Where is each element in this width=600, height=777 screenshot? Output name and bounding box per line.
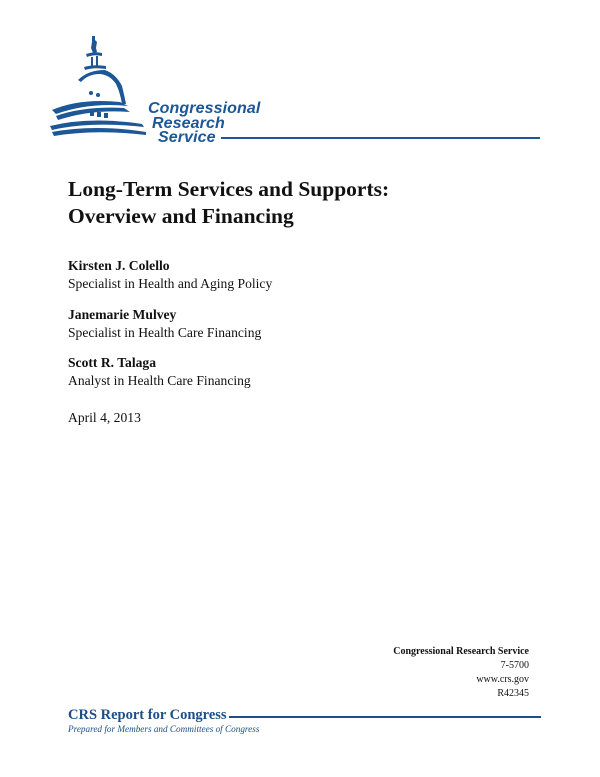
author-role: Specialist in Health Care Financing <box>68 325 262 340</box>
author-role: Specialist in Health and Aging Policy <box>68 276 273 291</box>
author-block <box>68 354 251 390</box>
logo-text-research: Research <box>152 115 225 132</box>
series-subtitle: Prepared for Members and Committees of Congress <box>68 724 260 734</box>
author-name: Scott R. Talaga <box>68 355 156 370</box>
author-role: Analyst in Health Care Financing <box>68 373 251 388</box>
footer-rule <box>229 716 541 718</box>
author-name: Janemarie Mulvey <box>68 307 177 322</box>
title-line-2: Overview and Financing <box>68 204 294 228</box>
author-block <box>68 306 261 342</box>
document-title <box>68 176 389 230</box>
header-rule <box>221 137 540 139</box>
footer-phone-code: 7-5700 <box>500 660 529 671</box>
footer-website: www.crs.gov <box>476 674 529 685</box>
capitol-dome-icon <box>50 34 150 144</box>
footer-info <box>393 645 529 701</box>
series-title: CRS Report for Congress <box>68 707 227 723</box>
logo-text-congressional: Congressional <box>148 100 261 117</box>
title-line-1: Long-Term Services and Supports: <box>68 177 390 201</box>
author-name: Kirsten J. Colello <box>68 258 170 273</box>
author-block <box>68 257 272 293</box>
logo-text-service: Service <box>158 129 216 146</box>
footer-report-number: R42345 <box>497 688 529 699</box>
footer-organization: Congressional Research Service <box>393 646 529 657</box>
publication-date: April 4, 2013 <box>68 410 141 425</box>
